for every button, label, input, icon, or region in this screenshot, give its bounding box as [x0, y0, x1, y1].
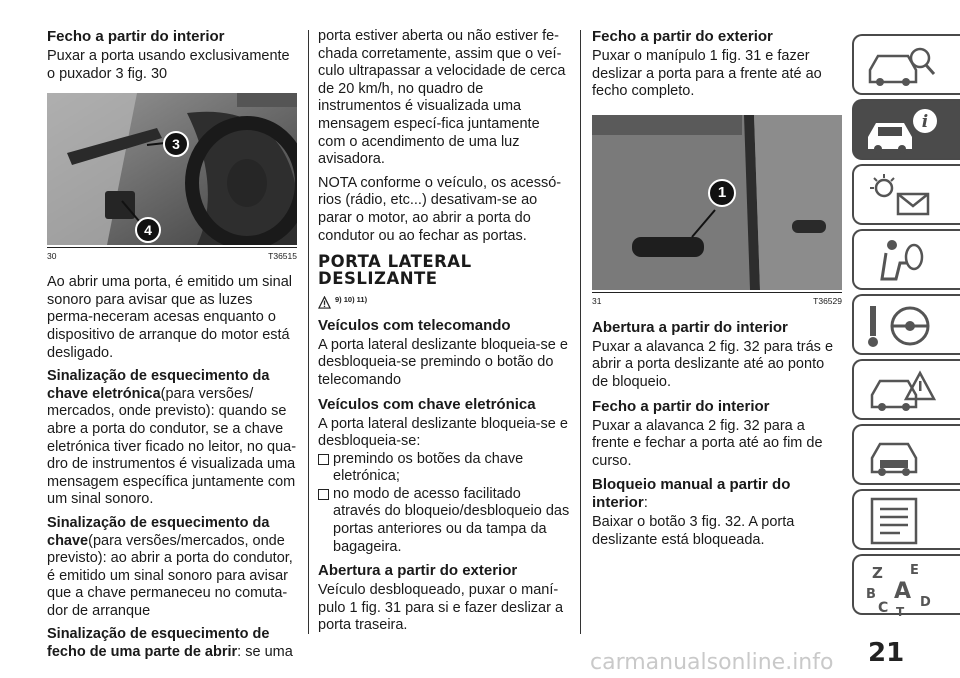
- divider-left: [308, 30, 309, 634]
- tab-warning-lights[interactable]: [852, 164, 960, 225]
- key-steering-wheel-icon: [862, 300, 942, 352]
- heading-telecomando: Veículos com telecomando: [318, 316, 511, 334]
- list-item: [318, 451, 570, 486]
- list-item: [318, 486, 570, 556]
- figure-code: T36529: [813, 295, 842, 306]
- svg-text:D: D: [920, 595, 931, 610]
- svg-text:E: E: [910, 563, 919, 578]
- section-title: PORTA LATERAL DESLIZANTE: [318, 252, 472, 289]
- svg-text:T: T: [896, 605, 905, 616]
- door-handle-photo: [47, 93, 297, 245]
- heading-chave-eletronica: Veículos com chave eletrónica: [318, 395, 536, 413]
- paragraph-fecho-interior-2: Puxar a alavanca 2 fig. 32 para a frente e fechar a porta até ao fim de curso.: [592, 417, 823, 469]
- checkbox-bullet-icon: [318, 489, 329, 500]
- tab-car-maintenance[interactable]: [852, 424, 960, 485]
- paragraph-fecho-interior: Puxar a porta usando exclusivamente o puxador 3 fig. 30: [47, 48, 290, 82]
- paragraph-abertura-interior: Puxar a alavanca 2 fig. 32 para trás e abrir a porta deslizante até ao ponto de bloqueio.: [592, 338, 834, 390]
- tab-index[interactable]: [852, 554, 960, 615]
- column-2: [318, 28, 570, 641]
- figure-number: 31: [592, 295, 602, 306]
- car-search-icon: [862, 40, 942, 92]
- divider-right: [580, 30, 581, 634]
- heading-abertura-interior: Abertura a partir do interior: [592, 318, 788, 336]
- column-3: [592, 28, 842, 556]
- figure-31: [592, 115, 842, 307]
- paragraph-nota: NOTA conforme o veículo, os acessó-rios (rádio, etc...) desativam-se ao parar o motor, ao abrir a porta do condutor ou ao fechar as portas.: [318, 174, 562, 244]
- checkbox-bullet-icon: [318, 454, 329, 465]
- watermark: carmanualsonline.info: [590, 650, 834, 675]
- figure-number: 30: [47, 251, 57, 262]
- svg-text:Z: Z: [872, 564, 883, 582]
- bloqueio-bold: Bloqueio manual a partir do interior: [592, 476, 791, 512]
- warning-refs: [318, 291, 570, 309]
- tab-car-breakdown[interactable]: [852, 359, 960, 420]
- bloqueio-colon: :: [643, 494, 648, 512]
- tab-key-steering[interactable]: [852, 294, 960, 355]
- figure-code: T36515: [268, 251, 297, 262]
- car-info-icon: [862, 105, 942, 157]
- svg-text:C: C: [878, 600, 889, 616]
- bullet-text-1: premindo os botões da chave eletrónica;: [333, 450, 524, 485]
- svg-text:B: B: [866, 587, 876, 602]
- heading-fecho-exterior: Fecho a partir do exterior: [592, 28, 773, 45]
- figure-caption: [47, 247, 297, 262]
- car-breakdown-icon: [862, 365, 942, 417]
- callout-3: 3: [163, 131, 189, 157]
- svg-text:A: A: [894, 579, 912, 604]
- car-maintenance-icon: [862, 430, 942, 482]
- paragraph-chave-eletronica: A porta lateral deslizante bloqueia-se e desbloqueia-se:: [318, 415, 568, 450]
- figure-30: [47, 93, 297, 262]
- warning-triangle-icon: [318, 296, 331, 309]
- tab-airbag-seat[interactable]: [852, 229, 960, 290]
- paragraph-telecomando: A porta lateral deslizante bloqueia-se e desbloqueia-se premindo o botão do telecomando: [318, 336, 568, 388]
- paragraph-sig-chave: [47, 515, 297, 621]
- sig1-bold: Sinalização de esquecimento da chave eletrónica: [47, 368, 270, 402]
- callout-4: 4: [135, 217, 161, 243]
- paragraph-warning-lights: Ao abrir uma porta, é emitido um sinal sonoro para avisar que as luzes perma-neceram acesas enquanto o dispositivo de arranque do motor está desligado.: [47, 274, 292, 361]
- sig2-text: (para versões/mercados, onde previsto): ao abrir a porta do condutor, é emitido um sinal sonoro para avisar que a chave permaneceu no comuta-dor de arranque: [47, 532, 293, 619]
- bullet-text-2: no modo de acesso facilitado através do bloqueio/desbloqueio das portas anteriores ou da tampa da bagageira.: [333, 485, 570, 555]
- heading-bloqueio-manual: [592, 476, 842, 512]
- heading-fecho-interior: Fecho a partir do interior: [47, 28, 225, 45]
- sig3-bold: Sinalização de esquecimento de fecho de uma parte de abrir: [47, 626, 270, 661]
- page-number: 21: [868, 638, 905, 668]
- heading-fecho-interior-2: Fecho a partir do interior: [592, 397, 770, 415]
- airbag-seat-icon: [862, 235, 942, 287]
- sig3-text: : se uma: [237, 644, 293, 661]
- column-1: [47, 28, 297, 668]
- figure-caption: [592, 292, 842, 307]
- info-letter: i: [921, 112, 929, 132]
- specifications-list-icon: [862, 495, 942, 547]
- sig1-text: (para versões/ mercados, onde previsto): quando se abre a porta do condutor, se a chave eletrónica tiver ficado no leitor, no qua-dro de instrumentos é visualizada uma mensagem específica juntamente com um sinal sonoro.: [47, 385, 297, 508]
- tab-specifications[interactable]: [852, 489, 960, 550]
- paragraph-sig-fecho: [47, 626, 297, 661]
- paragraph-fecho-exterior: Puxar o manípulo 1 fig. 31 e fazer deslizar a porta para a frente até ao fecho completo.: [592, 48, 822, 100]
- tab-car-info[interactable]: [852, 99, 960, 160]
- paragraph-continuation: porta estiver aberta ou não estiver fe-chada corretamente, assim que o veí-culo ultrapassar a velocidade de cerca de 20 km/h, no quadro de instrumentos é visualizada uma mensagem especí-fica juntamente com o acendimento de uma luz avisadora.: [318, 28, 566, 168]
- sig2-bold: Sinalização de esquecimento da chave: [47, 514, 270, 549]
- tab-car-search[interactable]: [852, 34, 960, 95]
- paragraph-bloqueio-manual: Baixar o botão 3 fig. 32. A porta deslizante está bloqueada.: [592, 514, 795, 548]
- sliding-door-photo: [592, 115, 842, 290]
- refs-text: 9) 10) 11): [335, 295, 368, 305]
- alphabetical-index-icon: [862, 560, 942, 616]
- heading-abertura-exterior: Abertura a partir do exterior: [318, 562, 518, 580]
- warning-lights-icon: [862, 170, 942, 222]
- paragraph-abertura-exterior: Veículo desbloqueado, puxar o maní-pulo 1 fig. 31 para si e fazer deslizar a porta traseira.: [318, 582, 564, 634]
- callout-1: 1: [708, 179, 736, 207]
- paragraph-sig-chave-eletronica: [47, 368, 297, 509]
